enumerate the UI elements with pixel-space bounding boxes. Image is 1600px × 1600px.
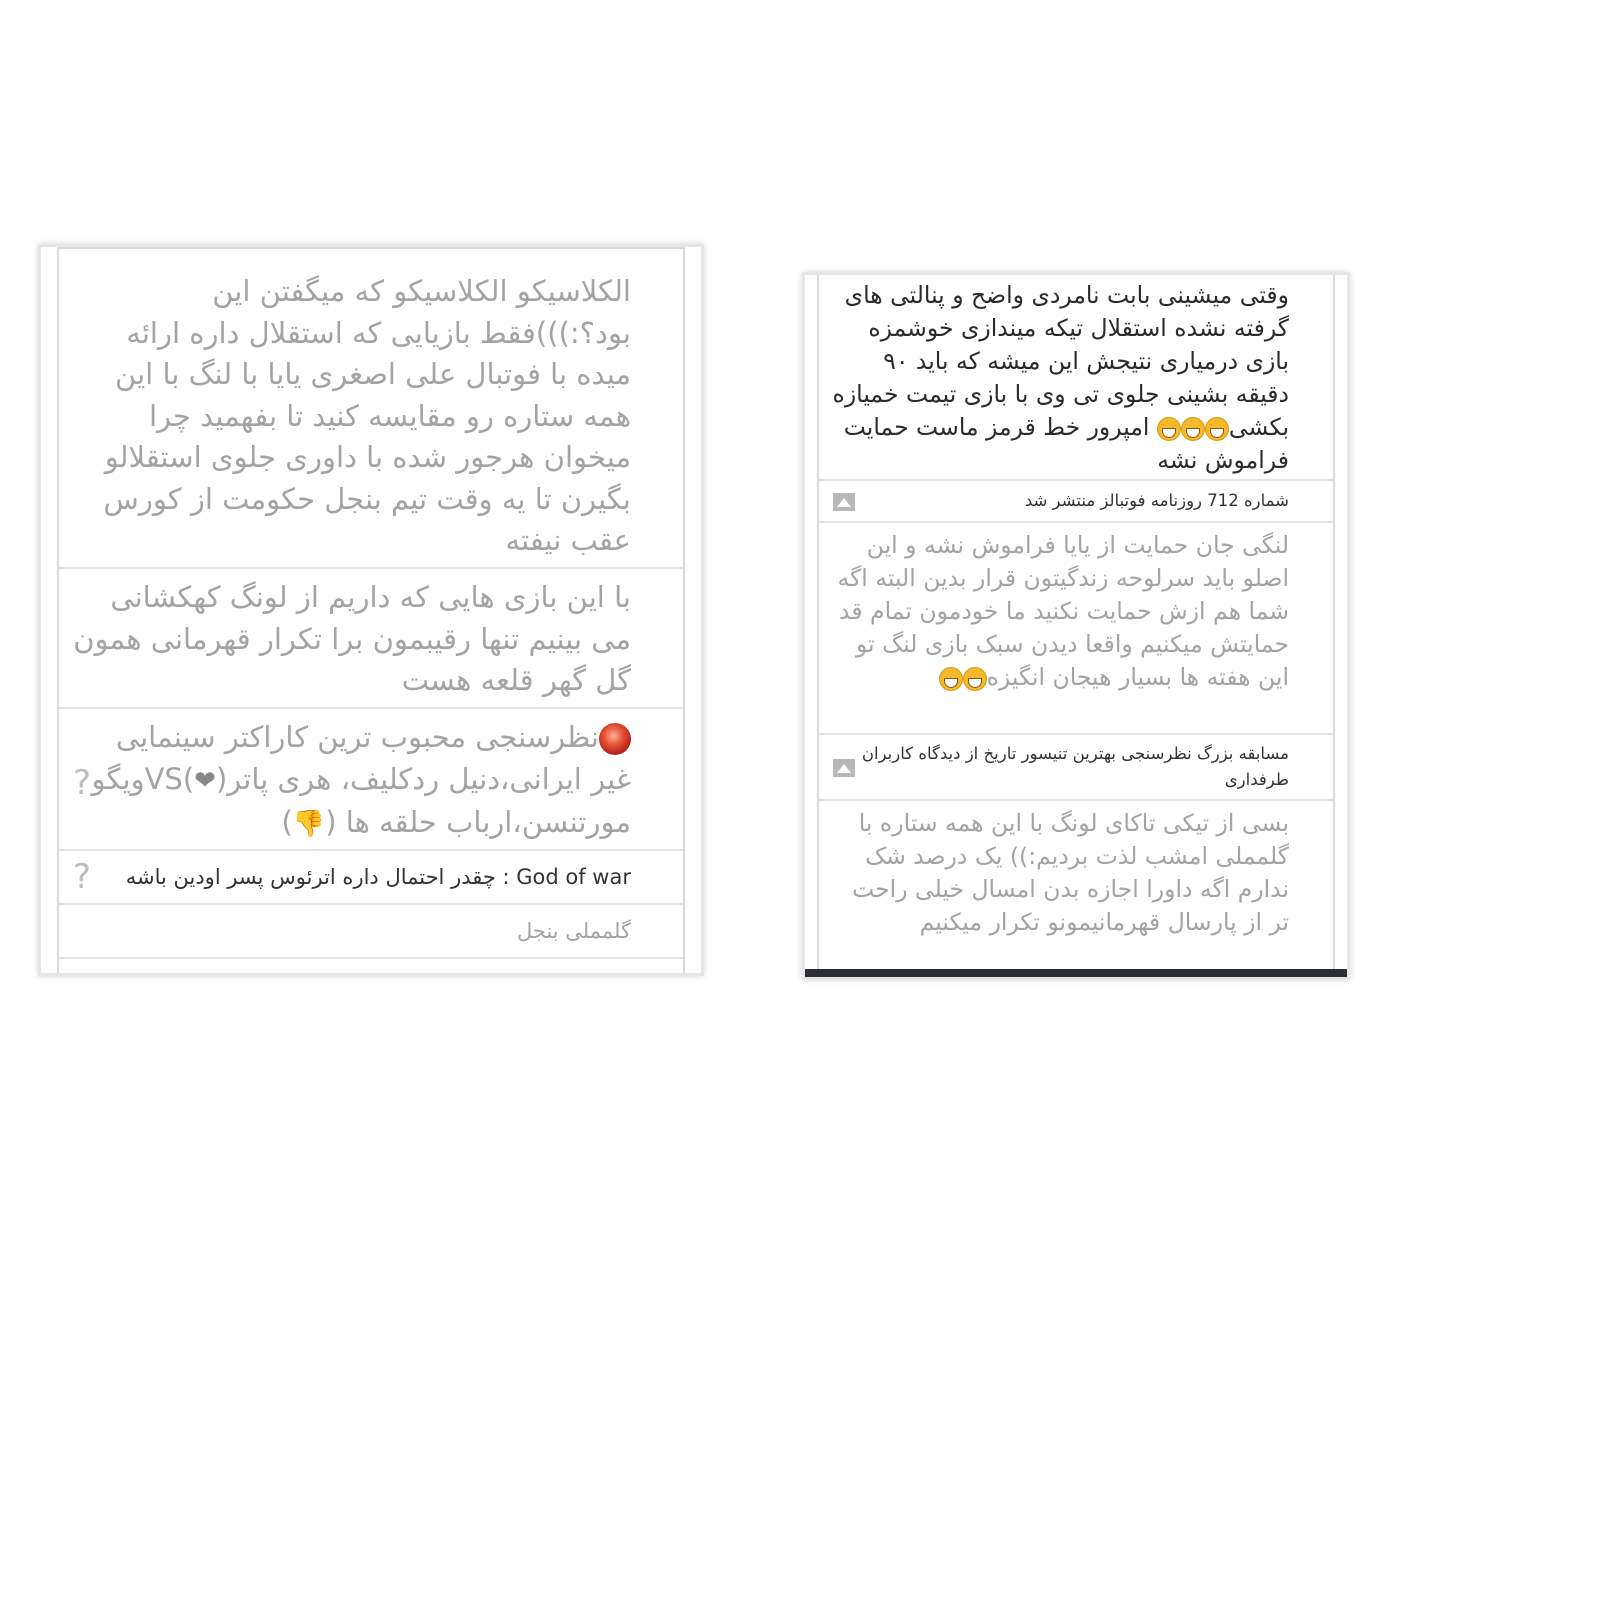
- right-screenshot-panel: [802, 272, 1350, 980]
- feed-item-text: [71, 717, 631, 846]
- question-mark-icon: ?: [73, 857, 92, 897]
- right-feed-list: [817, 275, 1335, 977]
- grinning-emoji-icon: [1157, 417, 1181, 441]
- feed-item-image-post[interactable]: [819, 481, 1333, 523]
- left-feed-list: [57, 247, 685, 973]
- poll-text-part-a: نظرسنجی محبوب ترین کاراکتر سینمایی غیر ایرانی،دنیل ردکلیف، هری پاتر(: [115, 720, 631, 796]
- feed-item-text-part-b: امپرور خط قرمز ماست حمایت فراموش نشه: [843, 413, 1289, 474]
- grinning-emoji-icon: [939, 667, 963, 691]
- feed-item[interactable]: [819, 275, 1333, 481]
- thumbs-down-emoji-icon: 👎: [292, 809, 326, 839]
- feed-item-text: [827, 279, 1289, 477]
- feed-item-question[interactable]: [59, 851, 683, 905]
- feed-item-text: بسی از تیکی تاکای لونگ با این همه ستاره با گلمملی امشب لذت بردیم:)) یک درصد شک ندارم اگه داورا اجازه بدن امسال خیلی راحت تر از پارسال قهرمانیمونو تکرار میکنیم: [852, 809, 1289, 936]
- bottom-navigation-bar: [805, 969, 1347, 977]
- rose-emoji-icon: [599, 723, 631, 755]
- feed-item[interactable]: [59, 267, 683, 569]
- feed-item[interactable]: [59, 569, 683, 709]
- feed-item-text-part-a: لنگی جان حمایت از یایا فراموش نشه و این اصلو باید سرلوحه زندگیتون قرار بدین البته اگه شما هم ازش حمایت نکنید ما خودمون تمام قد حمایتش میکنیم واقعا دیدن سبک بازی لنگ تو این هفته ها بسیار هیجان انگیزه: [837, 531, 1289, 691]
- feed-item[interactable]: [819, 801, 1333, 951]
- poll-text-part-b: )VSویگو مورتنسن،ارباب حلقه ها (: [91, 761, 631, 839]
- feed-item-text: گلمملی بنجل: [516, 919, 631, 943]
- feed-item-text: شماره 712 روزنامه فوتبالز منتشر شد: [1024, 491, 1289, 510]
- grinning-emoji-icon: [1205, 417, 1229, 441]
- feed-item-text-part-a: وقتی میشینی بابت نامردی واضح و پنالتی های گرفته نشده استقلال تیکه میندازی خوشمزه بازی درمیاری نتیجش این میشه که باید ۹۰ دقیقه بشینی جلوی تی وی با بازی تیمت خمیازه بکشی: [832, 281, 1289, 441]
- heart-emoji-icon: ❤: [194, 765, 216, 796]
- feed-item-text: با این بازی هایی که داریم از لونگ کهکشانی می بینیم تنها رقیبمون برا تکرار قهرمانی همون گل گهر قلعه هست: [73, 580, 631, 697]
- feed-item-text: الکلاسیکو الکلاسیکو که میگفتن این بود؟:)))فقط بازیایی که استقلال داره ارائه میده با فوتبال علی اصغری یایا با لنگ با این همه ستاره رو مقایسه کنید تا بفهمید چرا میخوان هرجور شده با داوری جلوی استقلالو بگیرن تا یه وقت تیم بنجل حکومت از کورس عقب نیفته: [103, 274, 631, 557]
- question-mark-icon: ?: [73, 763, 92, 803]
- feed-item-text: God of war : چقدر احتمال داره اترئوس پسر اودین باشه: [125, 865, 631, 889]
- feed-item[interactable]: [59, 905, 683, 959]
- image-icon: [833, 759, 855, 777]
- feed-item[interactable]: [819, 523, 1333, 735]
- grinning-emoji-icon: [963, 667, 987, 691]
- feed-item-image-post[interactable]: [819, 735, 1333, 801]
- grinning-emoji-icon: [1181, 417, 1205, 441]
- feed-item-text: [827, 529, 1289, 694]
- left-screenshot-panel: [38, 244, 704, 976]
- poll-text-part-c: ): [281, 805, 293, 839]
- image-icon: [833, 493, 855, 511]
- feed-item-poll[interactable]: [59, 709, 683, 851]
- feed-item-text: مسابقه بزرگ نظرسنجی بهترین تنیسور تاریخ از دیدگاه کاربران طرفداری: [861, 744, 1289, 789]
